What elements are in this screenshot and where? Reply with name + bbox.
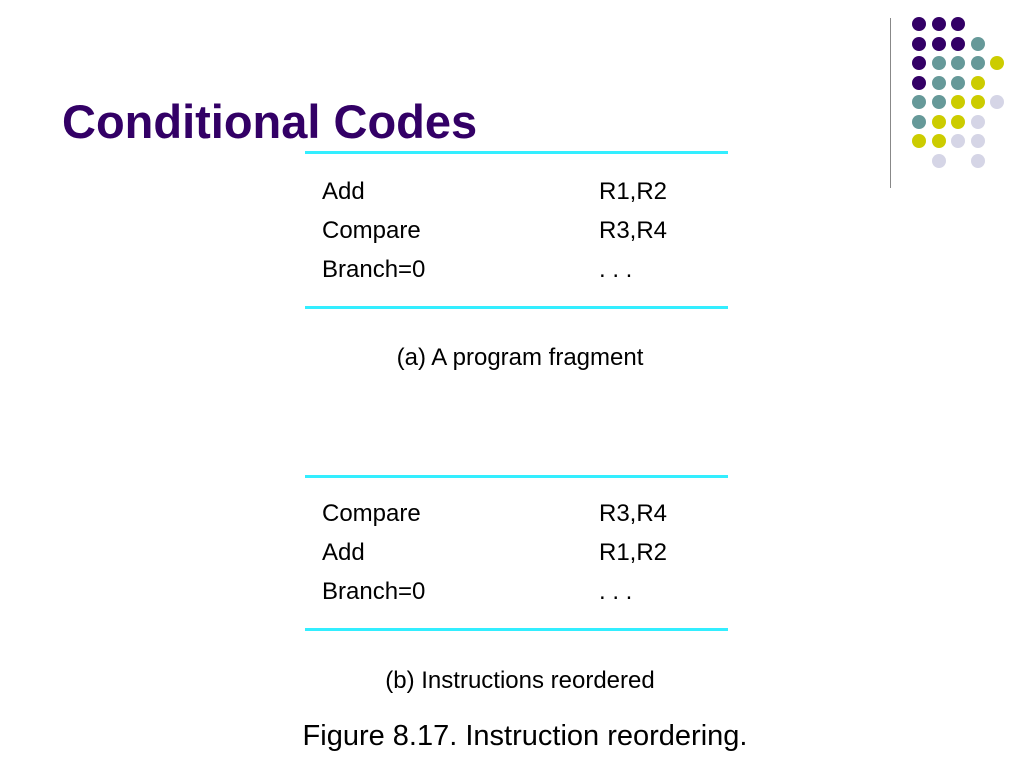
fragment-b-caption: (b) Instructions reordered <box>385 667 655 694</box>
decorative-dot <box>912 95 926 109</box>
decorative-dot <box>932 56 946 70</box>
instruction-op: Compare <box>322 217 421 244</box>
decorative-dot <box>951 56 965 70</box>
fragment-a-bottom-rule <box>305 306 728 309</box>
fragment-a-top-rule <box>305 151 728 154</box>
decorative-dot <box>951 115 965 129</box>
decorative-dot <box>932 134 946 148</box>
instruction-op: Add <box>322 178 365 205</box>
decorative-dot <box>951 134 965 148</box>
decorative-dot <box>971 76 985 90</box>
decorative-dot <box>932 17 946 31</box>
instruction-row <box>322 494 722 533</box>
decorative-dot <box>912 17 926 31</box>
instruction-args: R1,R2 <box>599 539 668 566</box>
decorative-dot <box>912 134 926 148</box>
instruction-row <box>322 572 722 611</box>
decorative-dot <box>932 115 946 129</box>
instruction-row <box>322 250 722 289</box>
instruction-op: Add <box>322 539 365 566</box>
decorative-dot <box>912 76 926 90</box>
figure-caption: Figure 8.17. Instruction reordering. <box>302 720 748 752</box>
slide-title: Conditional Codes <box>62 95 478 148</box>
decorative-dot <box>971 56 985 70</box>
fragment-b-table <box>322 494 722 611</box>
decorative-dot <box>951 17 965 31</box>
fragment-a-table <box>322 172 722 289</box>
instruction-args: R3,R4 <box>599 217 668 244</box>
decorative-dot <box>990 95 1004 109</box>
fragment-b-bottom-rule <box>305 628 728 631</box>
instruction-op: Branch=0 <box>322 578 426 605</box>
decorative-vertical-line <box>890 18 891 188</box>
decorative-dot <box>912 115 926 129</box>
instruction-args: . . . <box>599 578 633 605</box>
fragment-b-top-rule <box>305 475 728 478</box>
decorative-dot <box>912 37 926 51</box>
decorative-dot <box>951 37 965 51</box>
fragment-a-caption: (a) A program fragment <box>396 344 644 371</box>
instruction-row <box>322 533 722 572</box>
decorative-dot <box>971 134 985 148</box>
instruction-args: R1,R2 <box>599 178 668 205</box>
instruction-args: . . . <box>599 256 633 283</box>
decorative-dot <box>951 76 965 90</box>
decorative-dot <box>971 154 985 168</box>
decorative-dot <box>951 95 965 109</box>
instruction-op: Compare <box>322 500 421 527</box>
decorative-dot <box>990 56 1004 70</box>
instruction-args: R3,R4 <box>599 500 668 527</box>
decorative-dot <box>912 56 926 70</box>
decorative-dot <box>932 37 946 51</box>
instruction-row <box>322 211 722 250</box>
decorative-dot <box>932 154 946 168</box>
decorative-dot <box>971 115 985 129</box>
instruction-row <box>322 172 722 211</box>
decorative-dot <box>932 95 946 109</box>
decorative-dot <box>971 95 985 109</box>
instruction-op: Branch=0 <box>322 256 426 283</box>
decorative-dot <box>971 37 985 51</box>
decorative-dot <box>932 76 946 90</box>
